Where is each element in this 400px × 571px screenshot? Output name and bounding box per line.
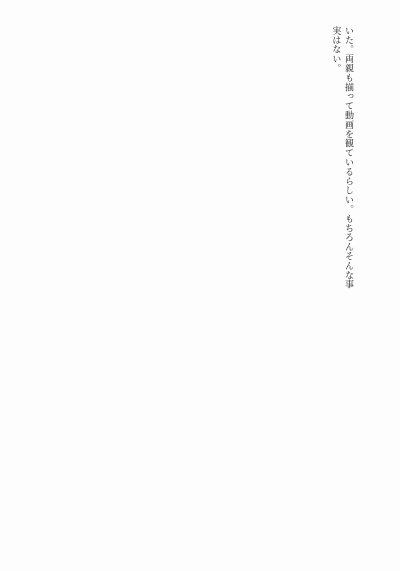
text-top-line: いた。両親も揃って動画を観ているらしい。もちろんそんな事実はない。	[330, 26, 353, 290]
text-top-line	[77, 26, 90, 298]
text-bottom-line	[178, 306, 191, 546]
text-top-line	[291, 26, 304, 298]
text-top-line	[153, 26, 166, 298]
text-bottom-line	[203, 306, 216, 546]
text-bottom-line	[115, 306, 128, 546]
text-bottom-line	[52, 306, 65, 546]
text-top-line	[140, 26, 153, 298]
text-bottom-line	[228, 306, 241, 546]
text-top-line	[127, 26, 140, 298]
text-top-line	[203, 26, 216, 298]
text-bottom-line	[241, 306, 254, 546]
text-bottom-line	[304, 306, 317, 546]
text-top-line	[102, 26, 115, 298]
text-top-line	[165, 26, 178, 298]
text-bottom-line	[102, 306, 115, 546]
text-block-bottom	[44, 306, 354, 546]
text-top-line	[253, 26, 266, 298]
text-block-top	[44, 26, 354, 298]
text-top-line	[44, 26, 52, 298]
text-top-line	[190, 26, 203, 298]
text-bottom-line	[190, 306, 203, 546]
text-bottom-line	[165, 306, 178, 546]
text-bottom-line	[64, 306, 77, 546]
text-bottom-line	[153, 306, 166, 546]
text-top-line	[228, 26, 241, 298]
text-top-line	[278, 26, 291, 298]
text-bottom-line	[90, 306, 103, 546]
text-bottom-line	[77, 306, 90, 546]
text-bottom-line	[316, 306, 329, 546]
text-bottom-line	[253, 306, 266, 546]
text-top-line	[90, 26, 103, 298]
text-top-line	[178, 26, 191, 298]
text-bottom-line	[215, 306, 228, 546]
text-top-line	[316, 26, 329, 298]
text-top-line	[64, 26, 77, 298]
text-top-line	[52, 26, 65, 298]
text-bottom-line	[266, 306, 279, 546]
text-top-line	[266, 26, 279, 298]
text-bottom-line	[291, 306, 304, 546]
text-bottom-line	[127, 306, 140, 546]
text-top-line	[241, 26, 254, 298]
text-bottom-line	[140, 306, 153, 546]
text-bottom-line	[341, 306, 354, 546]
text-bottom-line	[278, 306, 291, 546]
text-bottom-line	[329, 306, 342, 546]
text-top-line	[215, 26, 228, 298]
text-top-line	[304, 26, 317, 298]
text-top-line	[115, 26, 128, 298]
